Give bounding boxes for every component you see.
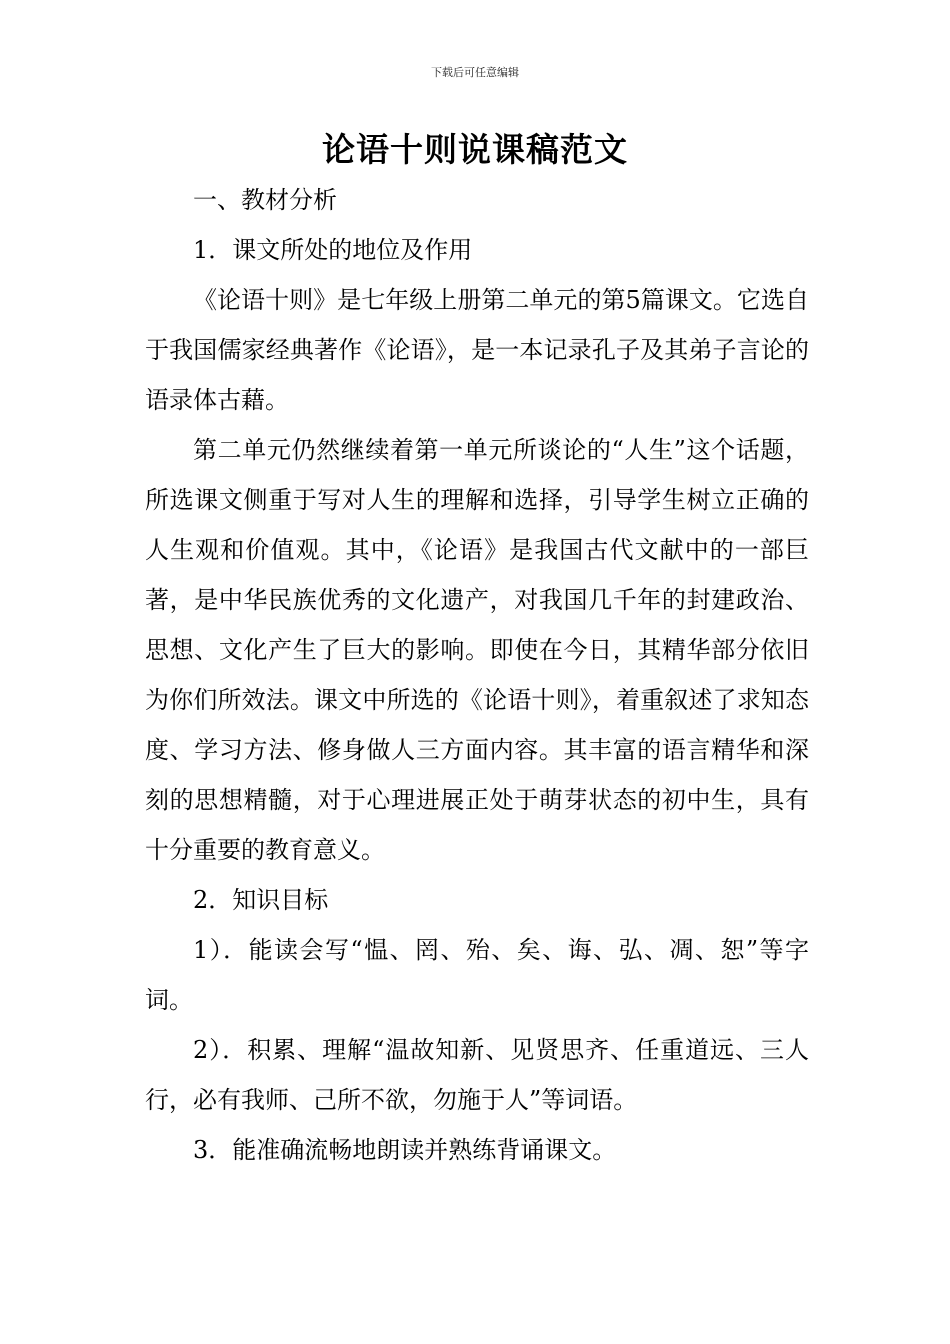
subsection-heading-1-1: 1．课文所处的地位及作用	[193, 236, 473, 264]
page-title: 论语十则说课稿范文	[322, 130, 628, 169]
paragraph-2: 第二单元仍然继续着第一单元所谈论的“人生”这个话题，所选课文侧重于写对人生的理解和选择，引导学生树立正确的人生观和价值观。其中，《论语》是我国古代文献中的一部巨著，是中华民族优秀的文化遗产，对我国几千年的封建政治、思想、文化产生了巨大的影响。即使在今日，其精华部分依旧为你们所效法。课文中所选的《论语十则》，着重叙述了求知态度、学习方法、修身做人三方面内容。其丰富的语言精华和深刻的思想精髓，对于心理进展正处于萌芽状态的初中生，具有十分重要的教育意义。	[145, 436, 809, 864]
list-item-2: 2）．积累、理解“温故知新、见贤思齐、任重道远、三人行，必有我师、己所不欲，勿施于人”等词语。	[145, 1036, 809, 1114]
paragraph-1: 《论语十则》是七年级上册第二单元的第5篇课文。它选自于我国儒家经典著作《论语》，是一本记录孔子及其弟子言论的语录体古藉。	[145, 286, 809, 414]
document-body	[145, 175, 809, 1175]
section-heading-2: 2．知识目标	[193, 886, 329, 914]
list-item-1: 1）．能读会写“愠、罔、殆、矣、诲、弘、凋、恕”等字词。	[145, 936, 809, 1014]
section-heading-3: 3．能准确流畅地朗读并熟练背诵课文。	[193, 1136, 617, 1164]
section-heading-1: 一、教材分析	[193, 186, 337, 214]
header-note: 下载后可任意编辑	[431, 66, 519, 79]
